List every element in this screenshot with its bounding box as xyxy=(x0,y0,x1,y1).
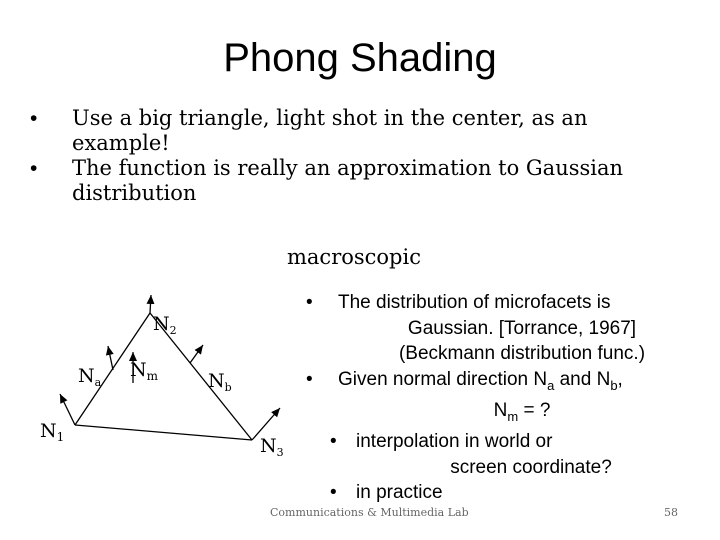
bullet-text-line: Given normal direction $N_a$ and $N_b$, xyxy=(338,368,623,393)
sub-bullet-item xyxy=(306,429,706,480)
bullet-marker: • xyxy=(30,157,38,180)
label-n1: $N_1$ xyxy=(40,420,65,444)
label-na: $N_a$ xyxy=(78,365,102,389)
bullet-text-line: The distribution of microfacets is xyxy=(338,292,611,313)
bullet-item xyxy=(30,106,700,156)
label-n3: $N_3$ xyxy=(260,435,284,459)
bullet-item xyxy=(30,156,700,206)
bullet-text-line: distribution xyxy=(72,181,197,205)
normal-arrow-na xyxy=(108,346,113,370)
label-nm: $N_m$ xyxy=(130,359,159,383)
bullet-item xyxy=(306,367,706,430)
bullet-marker: • xyxy=(330,431,337,453)
bullet-text-line: The function is really an approximation to Gaussian xyxy=(72,156,624,180)
bullet-text-line: Gaussian. [Torrance, 1967] xyxy=(407,317,637,339)
macroscopic-heading: macroscopic xyxy=(287,245,421,269)
page-number: 58 xyxy=(664,506,678,519)
bullet-marker: • xyxy=(30,107,38,130)
bullet-text-line: example! xyxy=(72,131,170,155)
normal-arrow-n1 xyxy=(60,394,75,425)
label-n2: $N_2$ xyxy=(153,313,177,337)
sub-bullet-item xyxy=(306,480,706,506)
bullet-text-line: $N_m$ = ? xyxy=(493,399,551,424)
label-nb: $N_b$ xyxy=(208,370,232,394)
normal-arrow-n2 xyxy=(150,295,151,313)
main-bullet-list xyxy=(30,106,700,206)
normal-arrow-nb xyxy=(190,345,203,363)
bullet-marker: • xyxy=(306,292,313,313)
bullet-item xyxy=(306,290,706,367)
slide-title: Phong Shading xyxy=(223,36,497,80)
microfacet-diagram xyxy=(30,290,300,460)
bullet-text-line: screen coordinate? xyxy=(450,456,612,478)
bullet-text-line: Use a big triangle, light shot in the center, as an xyxy=(72,106,588,130)
bullet-text-line: interpolation in world or xyxy=(356,431,553,453)
bullet-text-line: (Beckmann distribution func.) xyxy=(398,343,646,364)
bullet-text-line: in practice xyxy=(356,482,443,504)
right-bullet-list xyxy=(306,290,706,506)
footer-text: Communications & Multimedia Lab xyxy=(270,506,469,519)
bullet-marker: • xyxy=(330,482,337,504)
bullet-marker: • xyxy=(306,368,313,390)
